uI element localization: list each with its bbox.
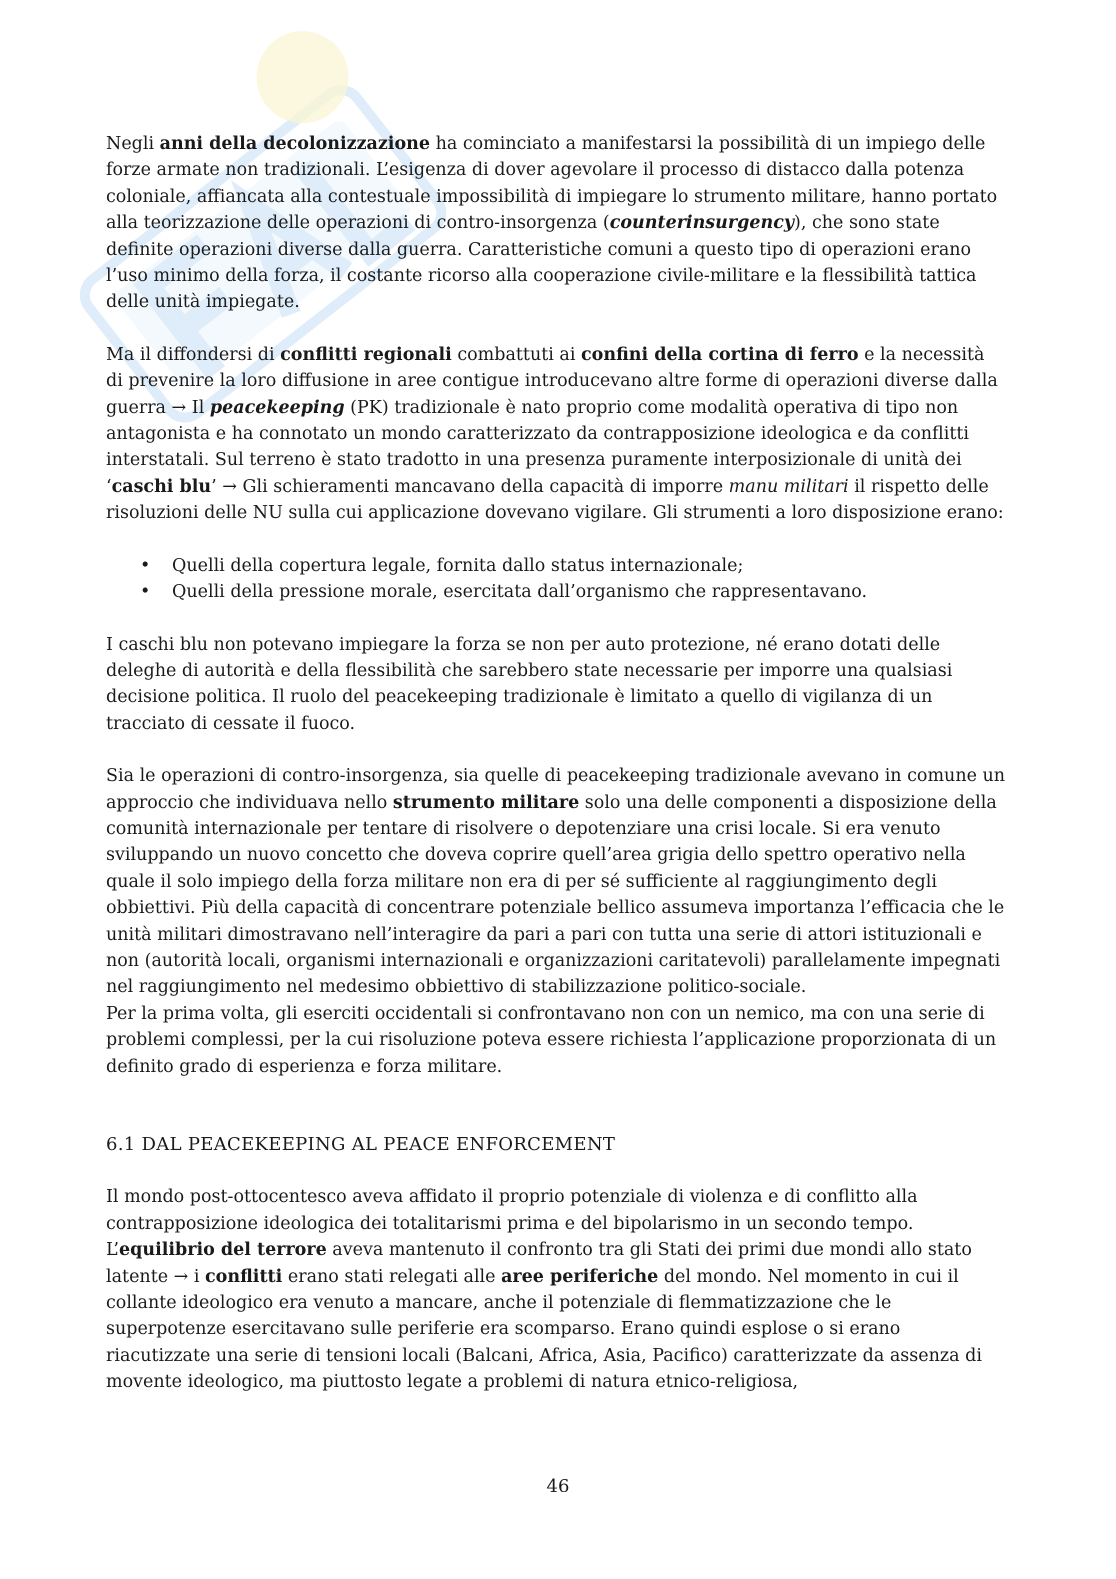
list-item: • Quelli della copertura legale, fornita dallo status internazionale; bbox=[106, 553, 1006, 579]
bullet-icon: • bbox=[140, 555, 151, 576]
instruments-list bbox=[106, 553, 1006, 606]
paragraph-western-armies: Per la prima volta, gli eserciti occidentali si confrontavano non con un nemico, ma con una serie di problemi complessi, per la cui risoluzione poteva essere richiesta l’applicazione proporzionata di un definito grado di esperienza e forza militare. bbox=[106, 1003, 997, 1077]
document-body bbox=[106, 131, 1006, 1396]
paragraph-blue-helmets: I caschi blu non potevano impiegare la forza se non per auto protezione, né erano dotati delle deleghe di autorità e della flessibilità che sarebbero state necessarie per imporre una qualsiasi decisione politica. Il ruolo del peacekeeping tradizionale è limitato a quello di vigilanza di un tracciato di cessate il fuoco. bbox=[106, 634, 953, 734]
section-heading: 6.1 DAL PEACEKEEPING AL PEACE ENFORCEMENT bbox=[106, 1134, 616, 1155]
paragraph-peacekeeping: Ma il diffondersi di conflitti regionali combattuti ai confini della cortina di ferro e la necessità di prevenire la loro diffusione in aree contigue introducevano altre forme di operazioni diverse dalla guerra → Il peacekeeping (PK) tradizionale è nato proprio come modalità operativa di tipo non antagonista e ha connotato un mondo caratterizzato da contrapposizione ideologica e da conflitti interstatali. Sul terreno è stato tradotto in una presenza puramente interposizionale di unità dei ‘caschi blu’ → Gli schieramenti mancavano della capacità di imporre manu militari il rispetto delle risoluzioni delle NU sulla cui applicazione dovevano vigilare. Gli strumenti a loro disposizione erano: bbox=[106, 344, 1004, 524]
bullet-icon: • bbox=[140, 582, 151, 603]
list-item: • Quelli della pressione morale, esercitata dall’organismo che rappresentavano. bbox=[106, 579, 1006, 605]
paragraph-decolonization: Negli anni della decolonizzazione ha cominciato a manifestarsi la possibilità di un impiego delle forze armate non tradizionali. L’esigenza di dover agevolare il processo di distacco dalla potenza coloniale, affiancata alla contestuale impossibilità di impiegare lo strumento militare, hanno portato alla teorizzazione delle operazioni di contro-insorgenza (counterinsurgency), che sono state definite operazioni diverse dalla guerra. Caratteristiche comuni a questo tipo di operazioni erano l’uso minimo della forza, il costante ricorso alla cooperazione civile-militare e la flessibilità tattica delle unità impiegate. bbox=[106, 134, 998, 313]
paragraph-military-instrument: Sia le operazioni di contro-insorgenza, sia quelle di peacekeeping tradizionale avevano in comune un approccio che individuava nello strumento militare solo una delle componenti a disposizione della comunità internazionale per tentare di risolvere o depotenziare una crisi locale. Si era venuto sviluppando un nuovo concetto che doveva coprire quell’area grigia dello spettro operativo nella quale il solo impiego della forza militare non era di per sé sufficiente al raggiungimento degli obbiettivi. Più della capacità di concentrare potenziale bellico assumeva importanza l’efficacia che le unità militari dimostravano nell’interagire da pari a pari con tutta una serie di attori istituzionali e non (autorità locali, organismi internazionali e organizzazioni caritatevoli) parallelamente impegnati nel raggiungimento nel medesimo obbiettivo di stabilizzazione politico-sociale. bbox=[106, 766, 1006, 998]
paragraph-post-bipolar-world: Il mondo post-ottocentesco aveva affidato il proprio potenziale di violenza e di conflitto alla contrapposizione ideologica dei totalitarismi prima e del bipolarismo in un secondo tempo. L’equilibrio del terrore aveva mantenuto il confronto tra gli Stati dei primi due mondi allo stato latente → i conflitti erano stati relegati alle aree periferiche del mondo. Nel momento in cui il collante ideologico era venuto a mancare, anche il potenziale di flemmatizzazione che le superpotenze esercitavano sulle periferie era scomparso. Erano quindi esplose o si erano riacutizzate una serie di tensioni locali (Balcani, Africa, Asia, Pacifico) caratterizzate da assenza di movente ideologico, ma piuttosto legate a problemi di natura etnico-religiosa, bbox=[106, 1187, 982, 1393]
page-number: 46 bbox=[546, 1476, 570, 1492]
